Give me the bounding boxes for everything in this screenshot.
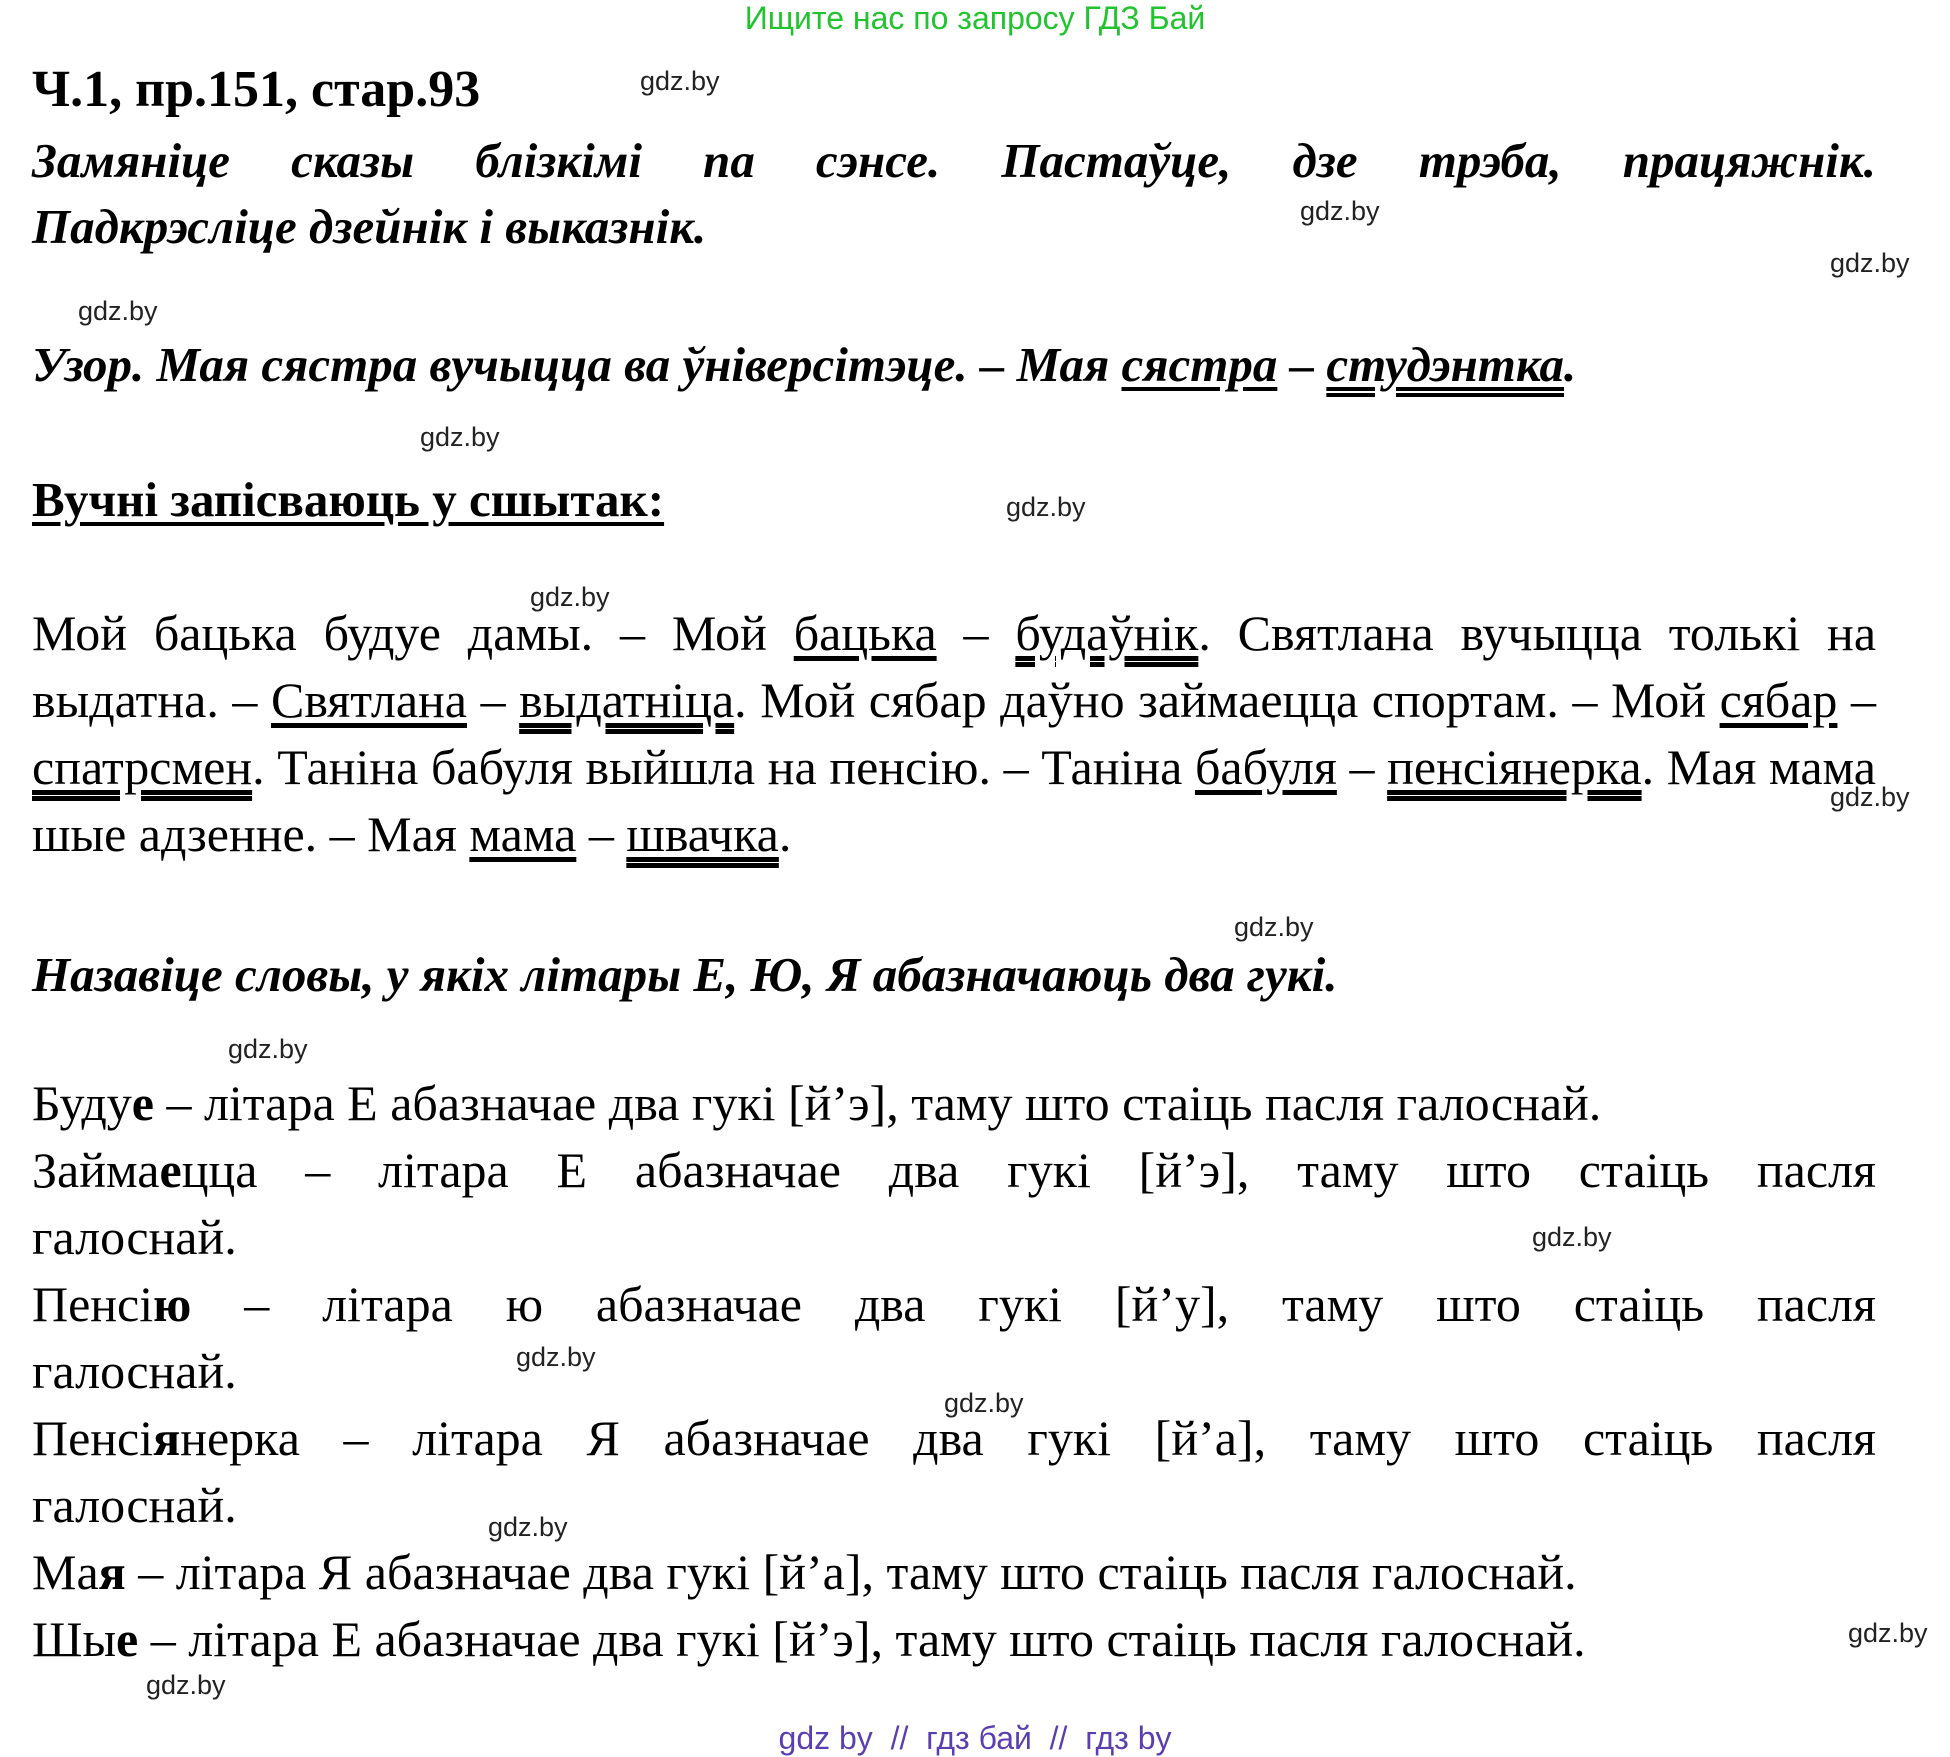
exercise-heading: Ч.1, пр.151, стар.93 xyxy=(32,61,481,118)
watermark: gdz.by xyxy=(1234,912,1314,942)
analysis-continuation: галоснай. xyxy=(32,1343,237,1399)
example-subject: сястра xyxy=(1121,337,1278,392)
answer-paragraph: Мой бацька будуе дамы. – Мой бацька – будаўнік. Святлана вучыцца толькі на выдатна. – Святлана – выдатніца. Мой сябар даўно займаецца спортам. – Мой сябар – спатрсмен. Таніна бабуля выйшла на пенсію. – Таніна бабуля – пенсіянерка. Мая мама шые адзенне. – Мая мама – швачка. xyxy=(32,605,1877,862)
example-sentence xyxy=(32,332,1876,398)
letter-analysis xyxy=(32,1070,1876,1673)
example-prefix: Узор. Мая сястра вучыцца ва ўніверсітэце. – Мая xyxy=(32,337,1122,392)
watermark: gdz.by xyxy=(1830,248,1910,278)
watermark: gdz.by xyxy=(516,1342,596,1372)
watermark: gdz.by xyxy=(944,1388,1024,1418)
answer-predicate: швачка xyxy=(626,806,779,862)
answer-subject: Святлана xyxy=(271,672,467,728)
example-predicate: студэнтка xyxy=(1326,337,1565,392)
watermark: gdz.by xyxy=(488,1512,568,1542)
answer-predicate: спатрсмен xyxy=(32,739,253,795)
analysis-line: Мая – літара Я абазначае два гукі [й’а], таму што стаіць пасля галоснай. xyxy=(32,1544,1577,1600)
watermark: gdz.by xyxy=(1006,492,1086,522)
students-label: Вучні запісваюць у сшытак: xyxy=(32,472,665,527)
analysis-continuation: галоснай. xyxy=(32,1209,237,1265)
footer-links[interactable]: gdz by // гдз бай // гдз by xyxy=(778,1720,1172,1756)
analysis-line: Займаецца – літара Е абазначае два гукі [й’э], таму што стаіць пасля xyxy=(32,1142,1876,1198)
task1-line2: Падкрэсліце дзейнік і выказнік. xyxy=(32,199,707,254)
watermark: gdz.by xyxy=(228,1034,308,1064)
watermark: gdz.by xyxy=(530,582,610,612)
watermark: gdz.by xyxy=(1848,1618,1928,1648)
watermark: gdz.by xyxy=(1830,782,1910,812)
task1-instruction xyxy=(32,128,1876,260)
watermark: gdz.by xyxy=(78,296,158,326)
answer-predicate: будаўнік xyxy=(1015,605,1199,661)
watermark: gdz.by xyxy=(1532,1222,1612,1252)
analysis-continuation: галоснай. xyxy=(32,1477,237,1533)
watermark: gdz.by xyxy=(420,422,500,452)
analysis-line: Шые – літара Е абазначае два гукі [й’э], таму што стаіць пасля галоснай. xyxy=(32,1611,1586,1667)
answer-subject: сябар xyxy=(1719,672,1838,728)
answer-subject: мама xyxy=(469,806,577,862)
answer-subject: бабуля xyxy=(1194,739,1337,795)
analysis-line: Будуе – літара Е абазначае два гукі [й’э], таму што стаіць пасля галоснай. xyxy=(32,1075,1602,1131)
task1-line1: Замяніце сказы блізкімі па сэнсе. Пастаўце, дзе трэба, працяжнік. xyxy=(32,133,1876,188)
analysis-line: Пенсію – літара ю абазначае два гукі [й’у], таму што стаіць пасля xyxy=(32,1276,1876,1332)
analysis-line: Пенсіянерка – літара Я абазначае два гукі [й’а], таму што стаіць пасля xyxy=(32,1410,1876,1466)
answer-subject: бацька xyxy=(793,605,937,661)
example-end: . xyxy=(1564,337,1577,392)
watermark: gdz.by xyxy=(146,1670,226,1700)
search-banner[interactable]: Ищите нас по запросу ГДЗ Бай xyxy=(744,0,1206,36)
task2-instruction: Назавіце словы, у якіх літары Е, Ю, Я абазначаюць два гукі. xyxy=(32,947,1338,1002)
answer-predicate: пенсіянерка xyxy=(1387,739,1642,795)
watermark: gdz.by xyxy=(1300,196,1380,226)
answer-predicate: выдатніца xyxy=(519,672,735,728)
example-dash: – xyxy=(1277,337,1327,392)
watermark: gdz.by xyxy=(640,66,720,96)
